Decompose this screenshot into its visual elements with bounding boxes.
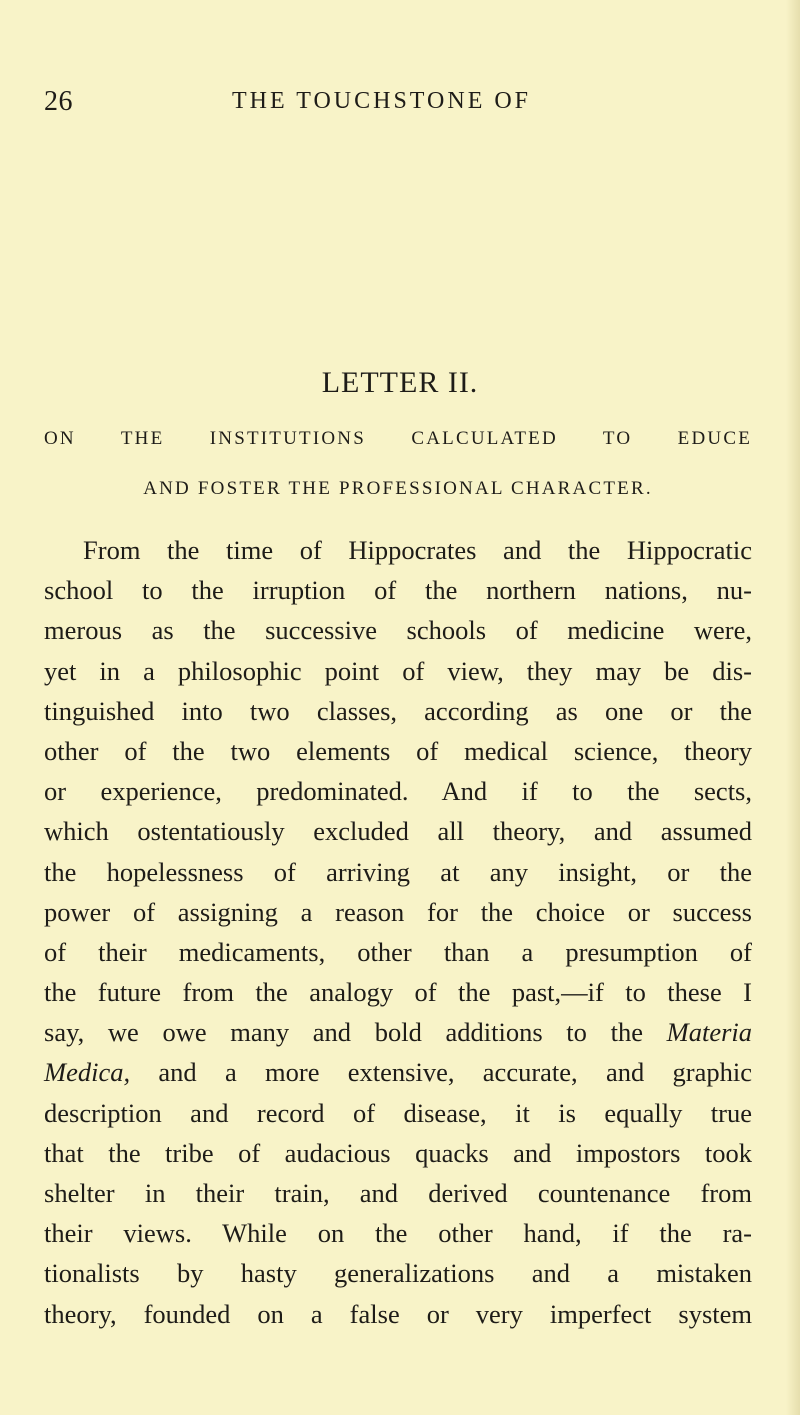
text-line: theory, founded on a false or very imperfect system (44, 1298, 752, 1329)
text-segment: say, we owe many and bold additions to the (44, 1017, 643, 1048)
text-line: of their medicaments, other than a presumption of (44, 936, 752, 967)
italic-term: Medica, (44, 1057, 131, 1088)
text-line: school to the irruption of the northern nations, nu- (44, 575, 752, 606)
text-line: From the time of Hippocrates and the Hippocratic (83, 535, 752, 565)
text-line-mixed (44, 1012, 752, 1052)
text-line: description and record of disease, it is equally true (44, 1097, 752, 1128)
text-line: the future from the analogy of the past,—if to these I (44, 977, 752, 1008)
chapter-subtitle-line-2: AND FOSTER THE PROFESSIONAL CHARACTER. (143, 478, 653, 499)
chapter-title: LETTER II. (321, 366, 479, 399)
text-line: merous as the successive schools of medicine were, (44, 615, 752, 646)
text-segment: and a more extensive, accurate, and graphic (158, 1057, 752, 1088)
text-line: the hopelessness of arriving at any insight, or the (44, 856, 752, 887)
text-line: or experience, predominated. And if to the sects, (44, 776, 752, 807)
text-line: which ostentatiously excluded all theory, and assumed (44, 816, 752, 847)
text-line: tinguished into two classes, according as one or the (44, 695, 752, 726)
page-edge-shadow (786, 0, 800, 1415)
text-line: power of assigning a reason for the choice or success (44, 896, 752, 927)
chapter-subtitle-line-1: ON THE INSTITUTIONS CALCULATED TO EDUCE (44, 428, 752, 449)
text-line: their views. While on the other hand, if the ra- (44, 1218, 752, 1249)
running-title: THE TOUCHSTONE OF (232, 88, 532, 114)
text-line: shelter in their train, and derived countenance from (44, 1178, 752, 1208)
text-line: tionalists by hasty generalizations and a mistaken (44, 1258, 752, 1289)
body-paragraph (44, 530, 752, 1334)
running-head (0, 86, 800, 130)
page-number: 26 (44, 86, 73, 117)
text-line: that the tribe of audacious quacks and impostors took (44, 1137, 752, 1168)
text-line: other of the two elements of medical science, theory (44, 735, 752, 766)
italic-term: Materia (666, 1017, 753, 1048)
text-line-mixed (44, 1052, 752, 1092)
text-line: yet in a philosophic point of view, they may be dis- (44, 655, 752, 686)
